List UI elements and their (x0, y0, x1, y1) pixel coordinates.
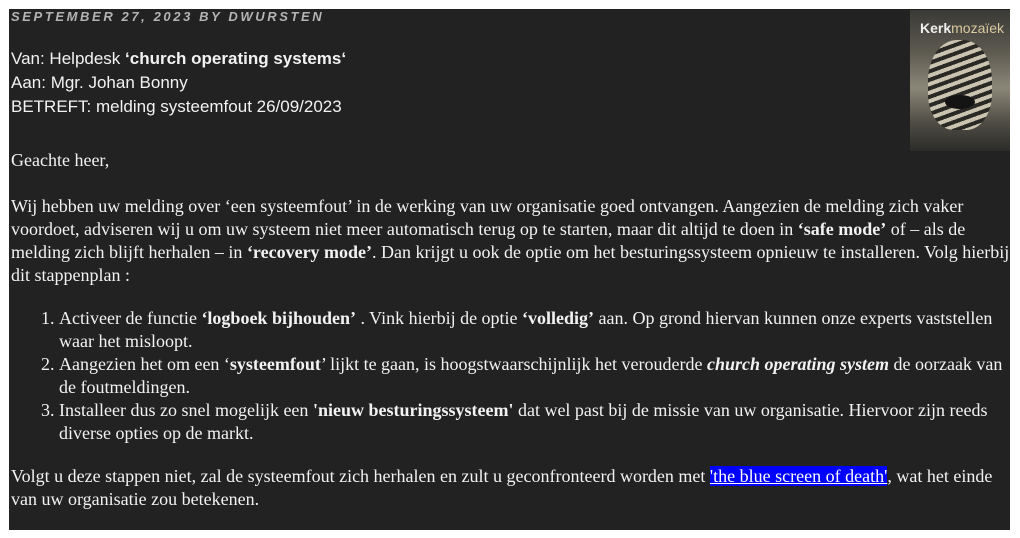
blue-screen-link[interactable]: 'the blue screen of death' (709, 466, 888, 486)
steps-list (11, 307, 1011, 445)
blog-post (9, 9, 1010, 530)
magazine-logo: Kerkmozaïek (920, 20, 1005, 36)
to-line: Aan: Mgr. Johan Bonny (11, 73, 188, 92)
subject-line: BETREFT: melding systeemfout 26/09/2023 (11, 97, 342, 116)
step-item: 1. Activeer de functie ‘logboek bijhouden’ . Vink hierbij de optie ‘volledig’ aan. Op grond hiervan kunnen onze experts vaststellen waar het misloopt. (59, 307, 1011, 353)
step-item: 3. Installeer dus zo snel mogelijk een 'nieuw besturingssysteem' dat wel past bij de missie van uw organisatie. Hiervoor zijn reeds diverse opties op de markt. (59, 399, 1011, 445)
magazine-cover-image[interactable] (910, 10, 1010, 151)
cover-face (928, 40, 992, 130)
cover-mouth (945, 95, 975, 109)
intro-paragraph: Wij hebben uw melding over ‘een systeemfout’ in de werking van uw organisatie goed ontvangen. Aangezien de melding zich vaker voordoet, adviseren wij u om uw systeem niet meer automatisch terug op te starten, maar dit altijd te doen in ‘safe mode’ of – als de melding zich blijft herhalen – in ‘recovery mode’. Dan krijgt u ook de optie om het besturingssysteem opnieuw te installeren. Volg hierbij dit stappenplan : (11, 196, 1010, 285)
step-item: 2. Aangezien het om een ‘systeemfout’ lijkt te gaan, is hoogstwaarschijnlijk het verouderde church operating system de oorzaak van de foutmeldingen. (59, 353, 1011, 399)
post-meta: SEPTEMBER 27, 2023 BY DWURSTEN (11, 9, 325, 24)
greeting: Geachte heer, (11, 150, 110, 170)
closing-paragraph: Volgt u deze stappen niet, zal de systeemfout zich herhalen en zult u geconfronteerd worden met 'the blue screen of death', wat het einde van uw organisatie zou betekenen. (11, 466, 993, 509)
letter-body (11, 149, 1011, 511)
letter-header (11, 47, 346, 119)
from-line: Van: Helpdesk ‘church operating systems‘ (11, 49, 347, 68)
